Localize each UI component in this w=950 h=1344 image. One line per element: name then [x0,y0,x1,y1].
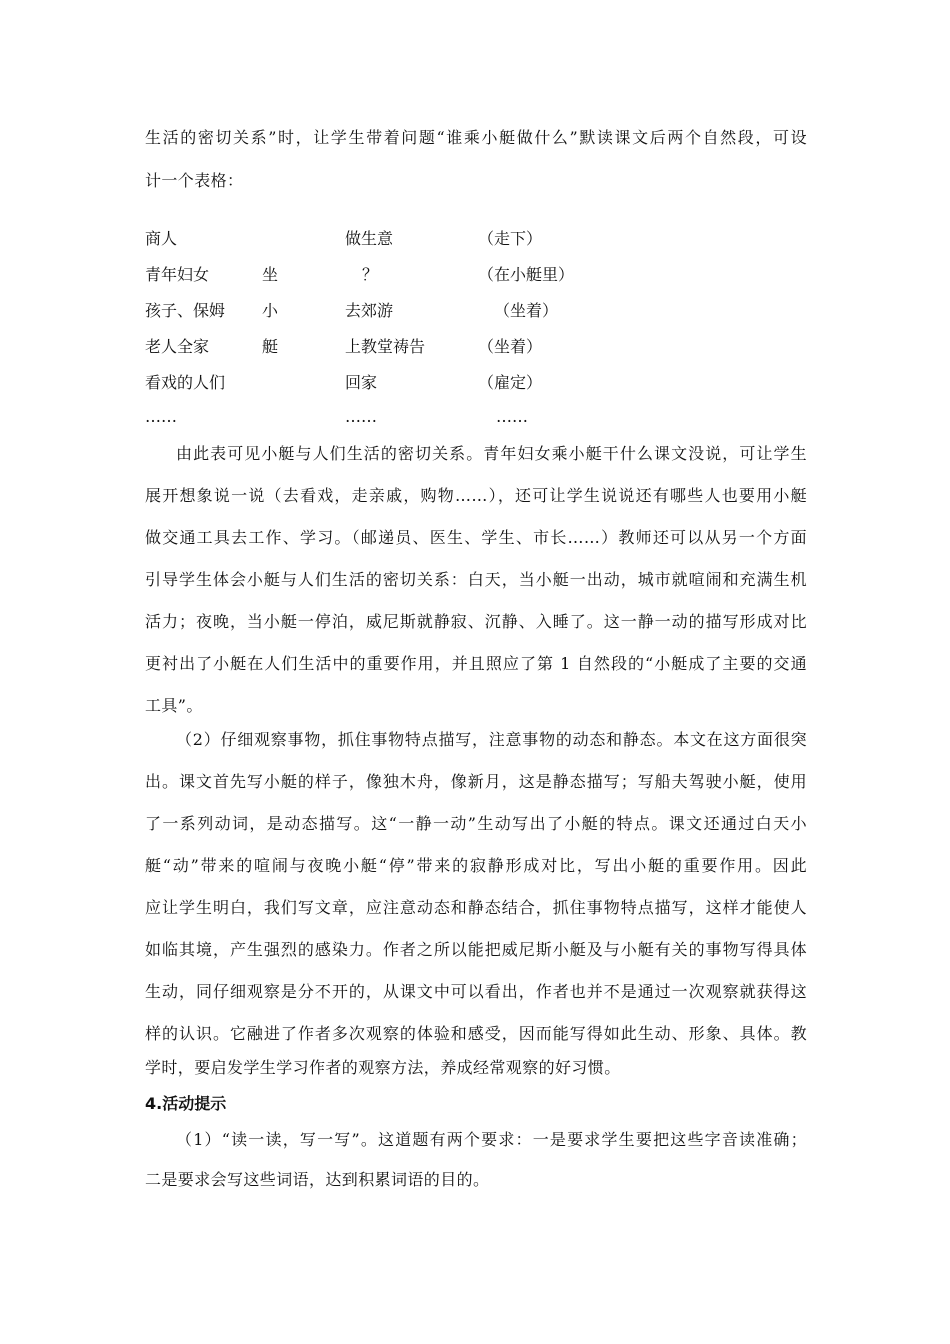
paragraph-line: 展开想象说一说（去看戏，走亲戚，购物……），还可让学生说说还有哪些人也要用小艇 [145,486,807,505]
paragraph-line: 更衬出了小艇在人们生活中的重要作用，并且照应了第 1 自然段的“小艇成了主要的交通 [145,654,807,673]
table-cell-how: （雇定） [478,373,543,392]
table-cell-how: （坐着） [494,301,559,320]
intro-line: 生活的密切关系”时，让学生带着问题“谁乘小艇做什么”默读课文后两个自然段，可设 [145,128,807,147]
table-cell-who: 青年妇女 [145,265,210,284]
table-cell-what: 去郊游 [345,301,394,320]
table-cell-mid: 小 [262,301,279,320]
table-cell-mid: 艇 [262,337,279,356]
table-cell-what: …… [345,407,377,426]
intro-line: 计一个表格： [145,171,244,190]
paragraph-line: 由此表可见小艇与人们生活的密切关系。青年妇女乘小艇干什么课文没说，可让学生 [176,444,807,463]
paragraph-line: 出。课文首先写小艇的样子，像独木舟，像新月，这是静态描写；写船夫驾驶小艇，使用 [145,772,807,791]
table-cell-how: （走下） [478,229,543,248]
table-cell-how: （坐着） [478,337,543,356]
paragraph-line: 工具”。 [145,696,203,715]
table-cell-how: …… [496,407,528,426]
paragraph-line: 生动，同仔细观察是分不开的，从课文中可以看出，作者也并不是通过一次观察就获得这 [145,982,807,1001]
paragraph-line: 应让学生明白，我们写文章，应注意动态和静态结合，抓住事物特点描写，这样才能使人 [145,898,807,917]
paragraph-line: 样的认识。它融进了作者多次观察的体验和感受，因而能写得如此生动、形象、具体。教 [145,1024,807,1043]
paragraph-line: 二是要求会写这些词语，达到积累词语的目的。 [145,1170,490,1189]
table-cell-who: 老人全家 [145,337,210,356]
paragraph-line: 引导学生体会小艇与人们生活的密切关系：白天，当小艇一出动，城市就喧闹和充满生机 [145,570,807,589]
table-cell-who: 孩子、保姆 [145,301,226,320]
table-cell-what: 回家 [345,373,378,392]
table-cell-who: 看戏的人们 [145,373,226,392]
paragraph-line: （2）仔细观察事物，抓住事物特点描写，注意事物的动态和静态。本文在这方面很突 [176,730,807,749]
table-cell-who: 商人 [145,229,178,248]
table-cell-how: （在小艇里） [478,265,575,284]
table-cell-what: 做生意 [345,229,394,248]
table-cell-mid: 坐 [262,265,279,284]
paragraph-line: （1）“读一读，写一写”。这道题有两个要求：一是要求学生要把这些字音读准确； [176,1130,807,1149]
paragraph-line: 学时，要启发学生学习作者的观察方法，养成经常观察的好习惯。 [145,1058,621,1077]
paragraph-line: 活力；夜晚，当小艇一停泊，威尼斯就静寂、沉静、入睡了。这一静一动的描写形成对比 [145,612,807,631]
paragraph-line: 做交通工具去工作、学习。（邮递员、医生、学生、市长……）教师还可以从另一个方面 [145,528,807,547]
table-cell-who: …… [145,407,177,426]
table-cell-what: ？ [362,265,379,284]
paragraph-line: 艇“动”带来的喧闹与夜晚小艇“停”带来的寂静形成对比，写出小艇的重要作用。因此 [145,856,807,875]
table-cell-what: 上教堂祷告 [345,337,426,356]
paragraph-line: 如临其境，产生强烈的感染力。作者之所以能把威尼斯小艇及与小艇有关的事物写得具体 [145,940,807,959]
paragraph-line: 了一系列动词，是动态描写。这“一静一动”生动写出了小艇的特点。课文还通过白天小 [145,814,807,833]
section-heading: 4.活动提示 [145,1094,227,1113]
